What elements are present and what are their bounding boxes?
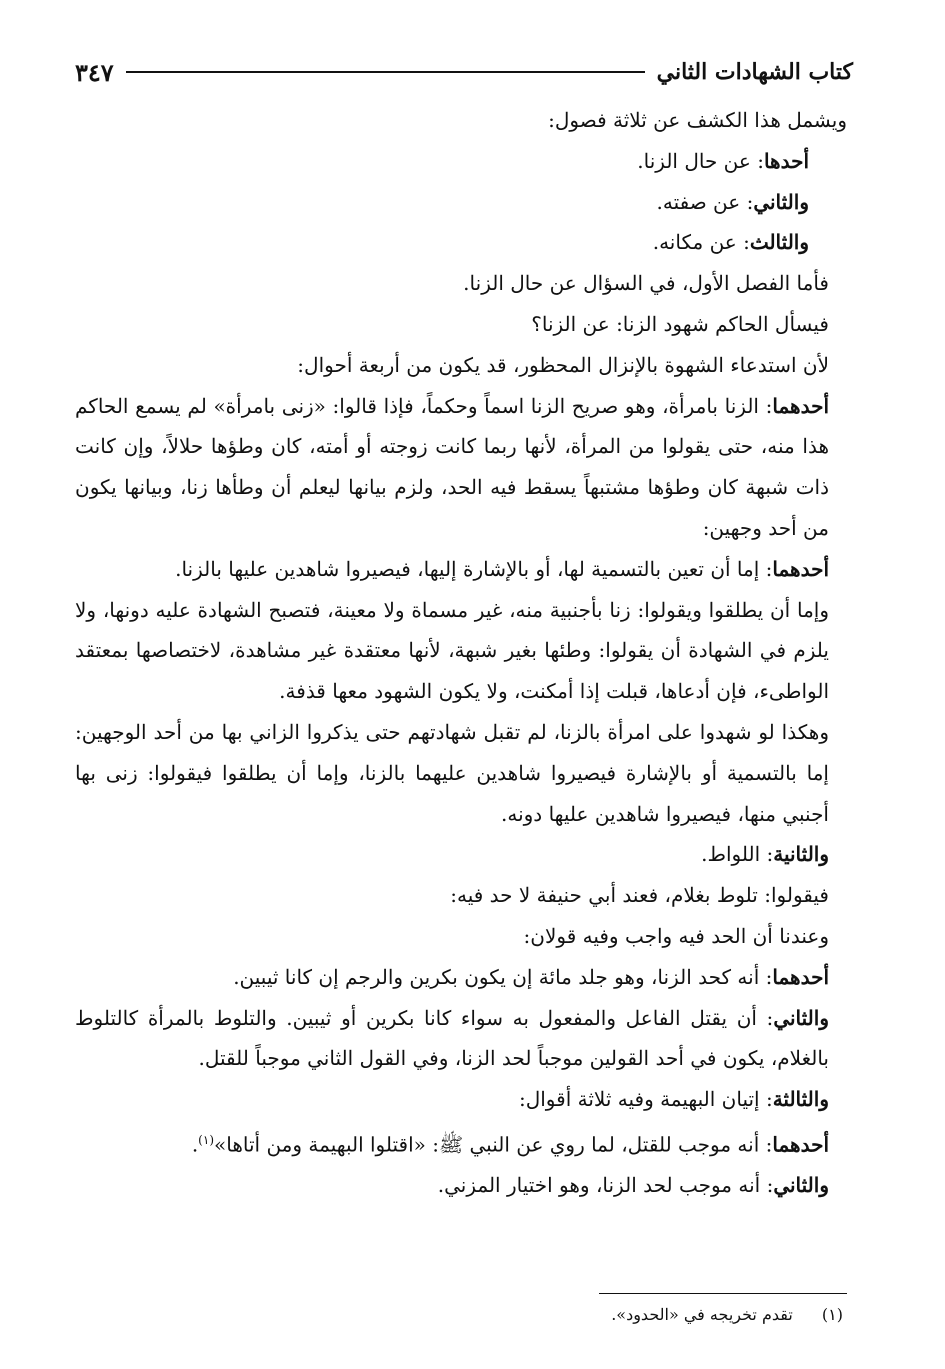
- paragraph-text: : عن حال الزنا.: [637, 148, 764, 173]
- footnote-separator: [599, 1293, 847, 1294]
- paragraph: [75, 263, 847, 304]
- page-header: [75, 52, 853, 92]
- paragraph-tail: .: [191, 1132, 199, 1157]
- paragraph-lead: أحدهما: [772, 393, 829, 418]
- paragraph-lead: والثاني: [753, 189, 809, 214]
- paragraph-lead: والثالث: [749, 230, 809, 255]
- paragraph: [75, 916, 847, 957]
- paragraph-text: : أنه موجب للقتل، لما روي عن النبي ﷺ: «اقتلوا البهيمة ومن أتاها»: [214, 1132, 773, 1157]
- page-number: ٣٤٧: [75, 57, 114, 87]
- paragraph-lead: أحدهما: [772, 964, 829, 989]
- paragraph-lead: والثاني: [773, 1173, 829, 1198]
- paragraph-text: وهكذا لو شهدوا على امرأة بالزنا، لم تقبل شهادتهم حتى يذكروا الزاني بها من أحد الوجهين: إما بالتسمية أو بالإشارة فيصيروا شاهدين عليهما بالزنا، وإما أن يطلقوا فيقولوا: زنى بها أجنبي منها، فيصيروا شاهدين عليها دونه.: [75, 719, 829, 826]
- paragraph-text: فيقولوا: تلوط بغلام، فعند أبي حنيفة لا حد فيه:: [450, 883, 829, 908]
- footnote-text: تقدم تخريجه في «الحدود».: [611, 1305, 793, 1324]
- paragraph-text: : أنه موجب لحد الزنا، وهو اختيار المزني.: [437, 1173, 774, 1198]
- paragraph-text: : إتيان البهيمة وفيه ثلاثة أقوال:: [518, 1087, 773, 1112]
- main-text: [75, 100, 847, 1206]
- paragraph: [75, 100, 847, 141]
- paragraph: [75, 875, 847, 916]
- paragraph: [75, 141, 847, 182]
- paragraph-text: : عن صفته.: [656, 189, 754, 214]
- header-rule: [126, 71, 645, 73]
- paragraph-text: : إما أن تعين بالتسمية لها، أو بالإشارة إليها، فيصيروا شاهدين عليها بالزنا.: [175, 556, 773, 581]
- paragraph: [75, 304, 847, 345]
- paragraph: [75, 1120, 847, 1165]
- paragraph: [75, 1079, 847, 1120]
- footnote-ref: (١): [198, 1132, 214, 1147]
- paragraph-text: وإما أن يطلقوا ويقولوا: زنا بأجنبية منه، غير مسماة ولا معينة، فتصبح الشهادة عليه دونها، ولا يلزم في الشهادة أن يقولوا: وطئها بغير شبهة، لأنها معتقدة غير مشاهدة، لاختصاصها بمعتقد الواطىء، فإن أدعاها، قبلت إذا أمكنت، ولا يكون الشهود معها قذفة.: [75, 597, 829, 704]
- paragraph-lead: والثانية: [773, 842, 829, 867]
- paragraph-text: : الزنا بامرأة، وهو صريح الزنا اسماً وحكماً، فإذا قالوا: «زنى بامرأة» لم يسمع الحاكم هذا منه، حتى يقولوا من المرأة، لأنها ربما كانت زوجته أو أمته، كان وطؤها حلالاً، وإن كانت ذات شبهة كان وطؤها مشتبهاً يسقط فيه الحد، ولزم بيانها ليعلم أن وطأها زنا، وبيانها يكون من أحد وجهين:: [75, 393, 829, 540]
- paragraph: [75, 957, 847, 998]
- paragraph-text: فأما الفصل الأول، في السؤال عن حال الزنا.: [463, 271, 829, 296]
- paragraph: [75, 182, 847, 223]
- footnote: [611, 1300, 843, 1330]
- paragraph-lead: أحدهما: [772, 556, 829, 581]
- paragraph: [75, 998, 847, 1080]
- paragraph-lead: والثاني: [773, 1005, 829, 1030]
- paragraph: [75, 345, 847, 386]
- paragraph-text: ويشمل هذا الكشف عن ثلاثة فصول:: [548, 108, 847, 132]
- paragraph-lead: أحدهما: [772, 1132, 829, 1157]
- paragraph: [75, 222, 847, 263]
- footnote-number: (١): [821, 1305, 843, 1324]
- paragraph: [75, 834, 847, 875]
- paragraph-text: وعندنا أن الحد فيه واجب وفيه قولان:: [523, 923, 829, 948]
- paragraph-text: : أنه كحد الزنا، وهو جلد مائة إن يكون بكرين والرجم إن كانا ثيبين.: [233, 964, 773, 989]
- paragraph: [75, 712, 847, 834]
- paragraph-lead: أحدها: [763, 148, 809, 173]
- paragraph-text: : عن مكانه.: [652, 230, 750, 255]
- paragraph-text: فيسأل الحاكم شهود الزنا: عن الزنا؟: [531, 311, 829, 336]
- paragraph-lead: والثالثة: [772, 1087, 829, 1112]
- paragraph-text: لأن استدعاء الشهوة بالإنزال المحظور، قد يكون من أربعة أحوال:: [297, 352, 829, 377]
- paragraph-text: : اللواط.: [701, 842, 774, 867]
- paragraph: [75, 590, 847, 712]
- running-title: كتاب الشهادات الثاني: [656, 59, 853, 85]
- paragraph-text: : أن يقتل الفاعل والمفعول به سواء كانا بكرين أو ثيبين. والتلوط بالمرأة كالتلوط بالغلام، يكون في أحد القولين موجباً لحد الزنا، وفي القول الثاني موجباً للقتل.: [75, 1005, 829, 1071]
- paragraph: [75, 386, 847, 549]
- paragraph: [75, 549, 847, 590]
- paragraph: [75, 1165, 847, 1206]
